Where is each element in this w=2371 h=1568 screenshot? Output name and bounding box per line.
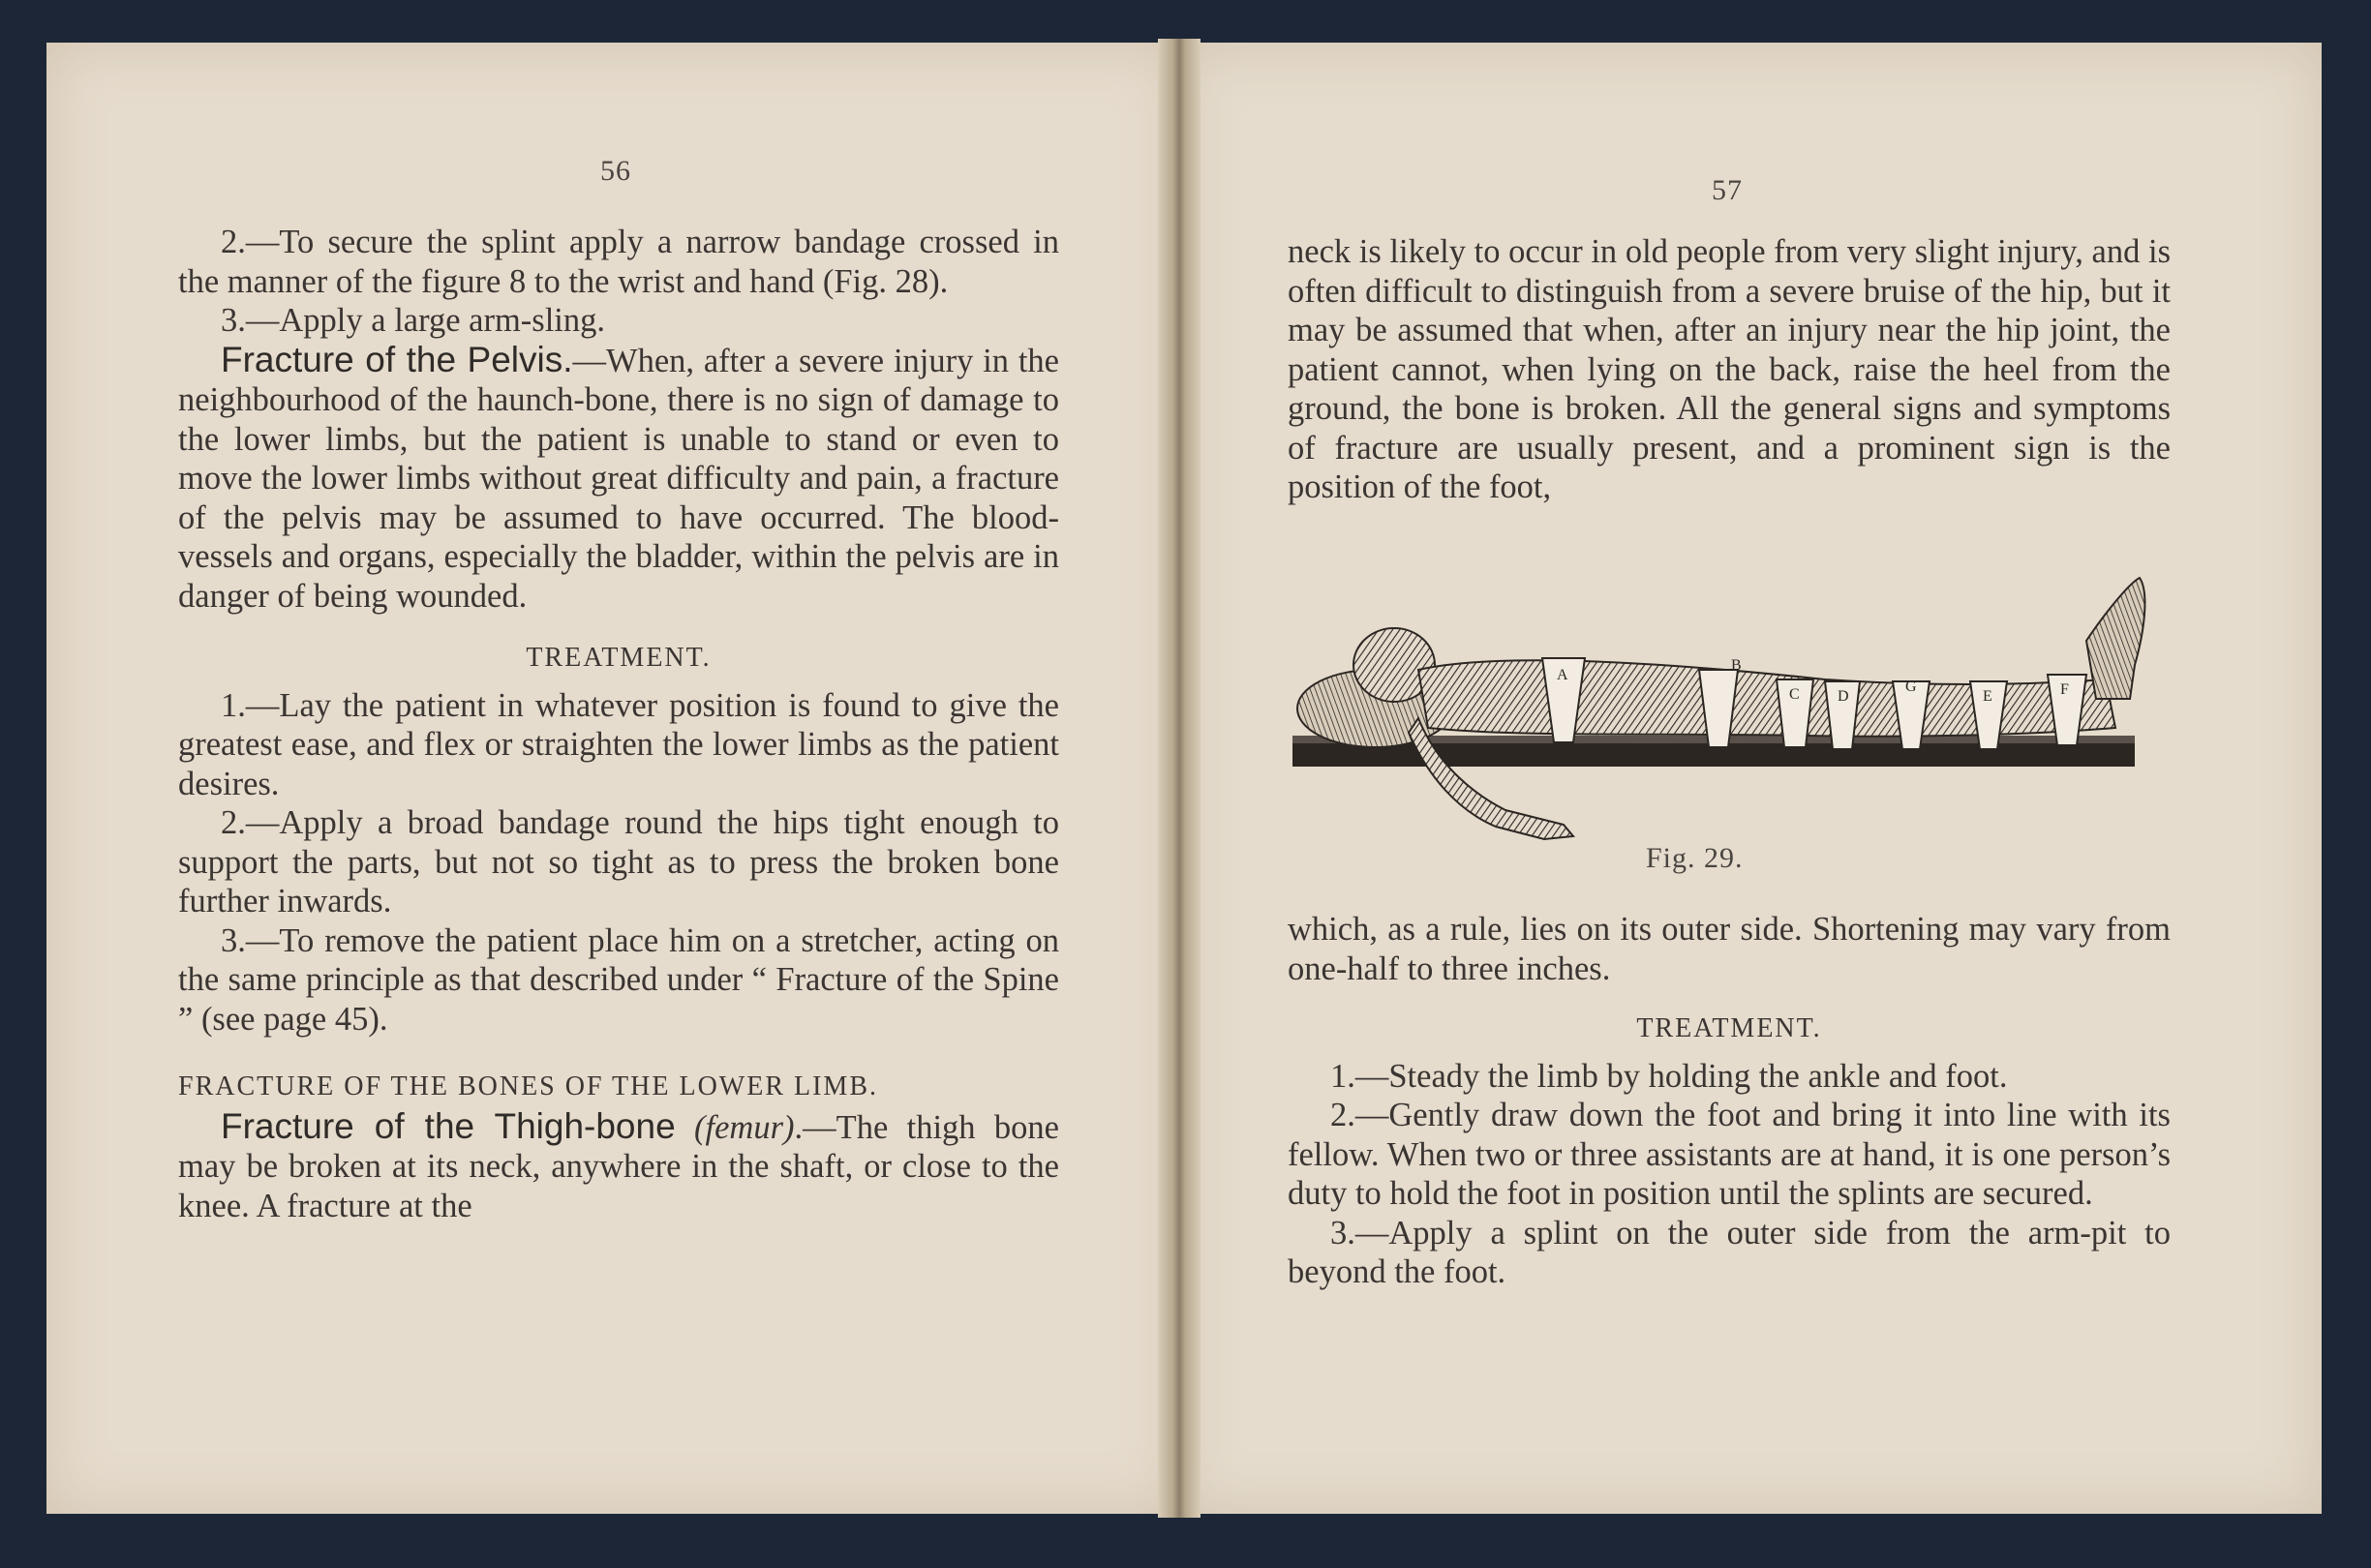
figure-letter: F xyxy=(2060,681,2069,698)
figure-letter: E xyxy=(1983,688,1992,705)
figure-letter: D xyxy=(1838,688,1849,705)
book-gutter xyxy=(1158,39,1201,1518)
paragraph: 3.—Apply a splint on the outer side from the arm-pit to beyond the foot. xyxy=(1288,1214,2171,1290)
paragraph: 3.—Apply a large arm-sling. xyxy=(221,302,605,339)
paragraph: Fracture of the Pelvis.—When, after a severe injury in the neighbourhood of the haunch-bone, there is no sign of damage to the lower limbs, but the patient is unable to stand or even to move the lower limbs without great difficulty and pain, a fracture of the pelvis may be assumed to have occurred. The blood-vessels and organs, especially the bladder, within the pelvis are in danger of being wounded. xyxy=(178,339,1059,615)
paragraph: which, as a rule, lies on its outer side. Shortening may vary from one-half to three inches. xyxy=(1288,911,2171,987)
paragraph: 1.—Steady the limb by holding the ankle and foot. xyxy=(1330,1057,2008,1095)
section-heading: Fracture of the Pelvis. xyxy=(221,339,573,379)
page-number-left: 56 xyxy=(600,155,631,187)
page-number-right: 57 xyxy=(1712,174,1743,206)
figure-letter: G xyxy=(1905,678,1917,695)
paragraph: 2.—To secure the splint apply a narrow bandage crossed in the manner of the figure 8 to the wrist and hand (Fig. 28). xyxy=(178,224,1059,300)
paragraph: 3.—To remove the patient place him on a stretcher, acting on the same principle as that described under “ Fracture of the Spine ” (see page 45). xyxy=(178,921,1059,1038)
paragraph: 2.—Apply a broad bandage round the hips tight enough to support the parts, but not so tight as to press the broken bone further inwards. xyxy=(178,804,1059,920)
figure-letter: C xyxy=(1789,686,1800,703)
left-page-text xyxy=(178,223,1059,1225)
section-title: FRACTURE OF THE BONES OF THE LOWER LIMB. xyxy=(178,1071,879,1101)
figure-letter: B xyxy=(1731,657,1742,674)
subheading: TREATMENT. xyxy=(1636,1013,1822,1043)
paragraph: 2.—Gently draw down the foot and bring it into line with its fellow. When two or three assistants are at hand, it is one person’s duty to hold the foot in position until the splints are secured. xyxy=(1288,1097,2171,1212)
right-page-text-bottom xyxy=(1288,910,2171,1292)
figure-letter: A xyxy=(1557,667,1568,683)
subheading: TREATMENT. xyxy=(526,643,712,673)
paragraph: neck is likely to occur in old people from very slight injury, and is often difficult to distinguish from a severe bruise of the hip, but it may be assumed that when, after an injury near the hip joint, the patient cannot, when lying on the back, raise the heel from the ground, the bone is broken. All the general signs and symptoms of fracture are usually present, and a prominent sign is the position of the foot, xyxy=(1288,233,2171,505)
paragraph: Fracture of the Thigh-bone (femur).—The thigh bone may be broken at its neck, anywhere in the shaft, or close to the knee. A fracture at the xyxy=(178,1105,1059,1224)
splinted-patient-illustration xyxy=(1283,573,2193,863)
right-page-text-top xyxy=(1288,232,2171,507)
figure-caption: Fig. 29. xyxy=(1646,842,1744,874)
paragraph: 1.—Lay the patient in whatever position is found to give the greatest ease, and flex or straighten the lower limbs as the patient desires. xyxy=(178,686,1059,802)
section-heading: Fracture of the Thigh-bone xyxy=(221,1105,676,1146)
